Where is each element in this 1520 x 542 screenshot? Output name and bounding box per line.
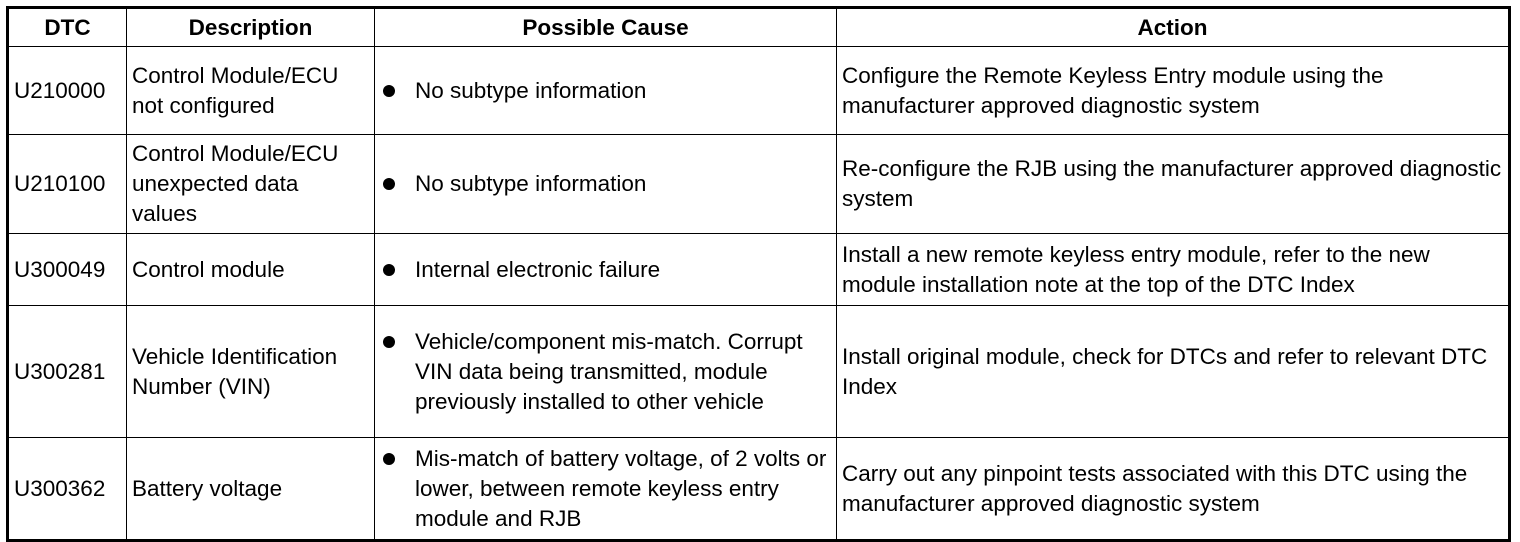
table-body xyxy=(8,47,1510,541)
cause-text: Internal electronic failure xyxy=(415,256,661,282)
cause-item xyxy=(380,255,831,285)
header-dtc: DTC xyxy=(8,8,127,47)
dtc-code: U300281 xyxy=(8,306,127,438)
table-row xyxy=(8,438,1510,541)
table-row xyxy=(8,234,1510,306)
cause-list xyxy=(380,255,831,285)
action-cell: Install a new remote keyless entry module, refer to the new module installation note at the top of the DTC Index xyxy=(837,234,1510,306)
bullet-icon xyxy=(383,336,395,348)
table-header xyxy=(8,8,1510,47)
cause-item xyxy=(380,76,831,106)
cause-item xyxy=(380,169,831,199)
header-action: Action xyxy=(837,8,1510,47)
description-cell: Vehicle Identification Number (VIN) xyxy=(127,306,375,438)
header-row xyxy=(8,8,1510,47)
description-cell: Control Module/ECU unexpected data values xyxy=(127,135,375,234)
bullet-icon xyxy=(383,453,395,465)
dtc-code: U210000 xyxy=(8,47,127,135)
action-cell: Re-configure the RJB using the manufacturer approved diagnostic system xyxy=(837,135,1510,234)
possible-cause-cell xyxy=(375,234,837,306)
header-possible-cause: Possible Cause xyxy=(375,8,837,47)
cause-text: No subtype information xyxy=(415,77,647,103)
possible-cause-cell xyxy=(375,47,837,135)
dtc-table xyxy=(6,6,1511,542)
description-cell: Control module xyxy=(127,234,375,306)
dtc-code: U300049 xyxy=(8,234,127,306)
possible-cause-cell xyxy=(375,306,837,438)
action-cell: Install original module, check for DTCs and refer to relevant DTC Index xyxy=(837,306,1510,438)
bullet-icon xyxy=(383,178,395,190)
cause-text: No subtype information xyxy=(415,171,647,196)
header-description: Description xyxy=(127,8,375,47)
bullet-icon xyxy=(383,85,395,97)
cause-item xyxy=(380,444,831,534)
cause-text: Mis-match of battery voltage, of 2 volts or lower, between remote keyless entry module and RJB xyxy=(415,445,827,531)
cause-list xyxy=(380,169,831,199)
action-cell: Carry out any pinpoint tests associated with this DTC using the manufacturer approved diagnostic system xyxy=(837,438,1510,541)
possible-cause-cell xyxy=(375,135,837,234)
table-row xyxy=(8,135,1510,234)
description-cell: Control Module/ECU not configured xyxy=(127,47,375,135)
description-cell: Battery voltage xyxy=(127,438,375,541)
dtc-code: U300362 xyxy=(8,438,127,541)
action-cell: Configure the Remote Keyless Entry module using the manufacturer approved diagnostic system xyxy=(837,47,1510,135)
bullet-icon xyxy=(383,264,395,276)
cause-list xyxy=(380,327,831,417)
dtc-code: U210100 xyxy=(8,135,127,234)
table-row xyxy=(8,47,1510,135)
possible-cause-cell xyxy=(375,438,837,541)
cause-item xyxy=(380,327,831,417)
cause-text: Vehicle/component mis-match. Corrupt VIN data being transmitted, module previously installed to other vehicle xyxy=(415,328,803,414)
table-row xyxy=(8,306,1510,438)
cause-list xyxy=(380,444,831,534)
cause-list xyxy=(380,76,831,106)
